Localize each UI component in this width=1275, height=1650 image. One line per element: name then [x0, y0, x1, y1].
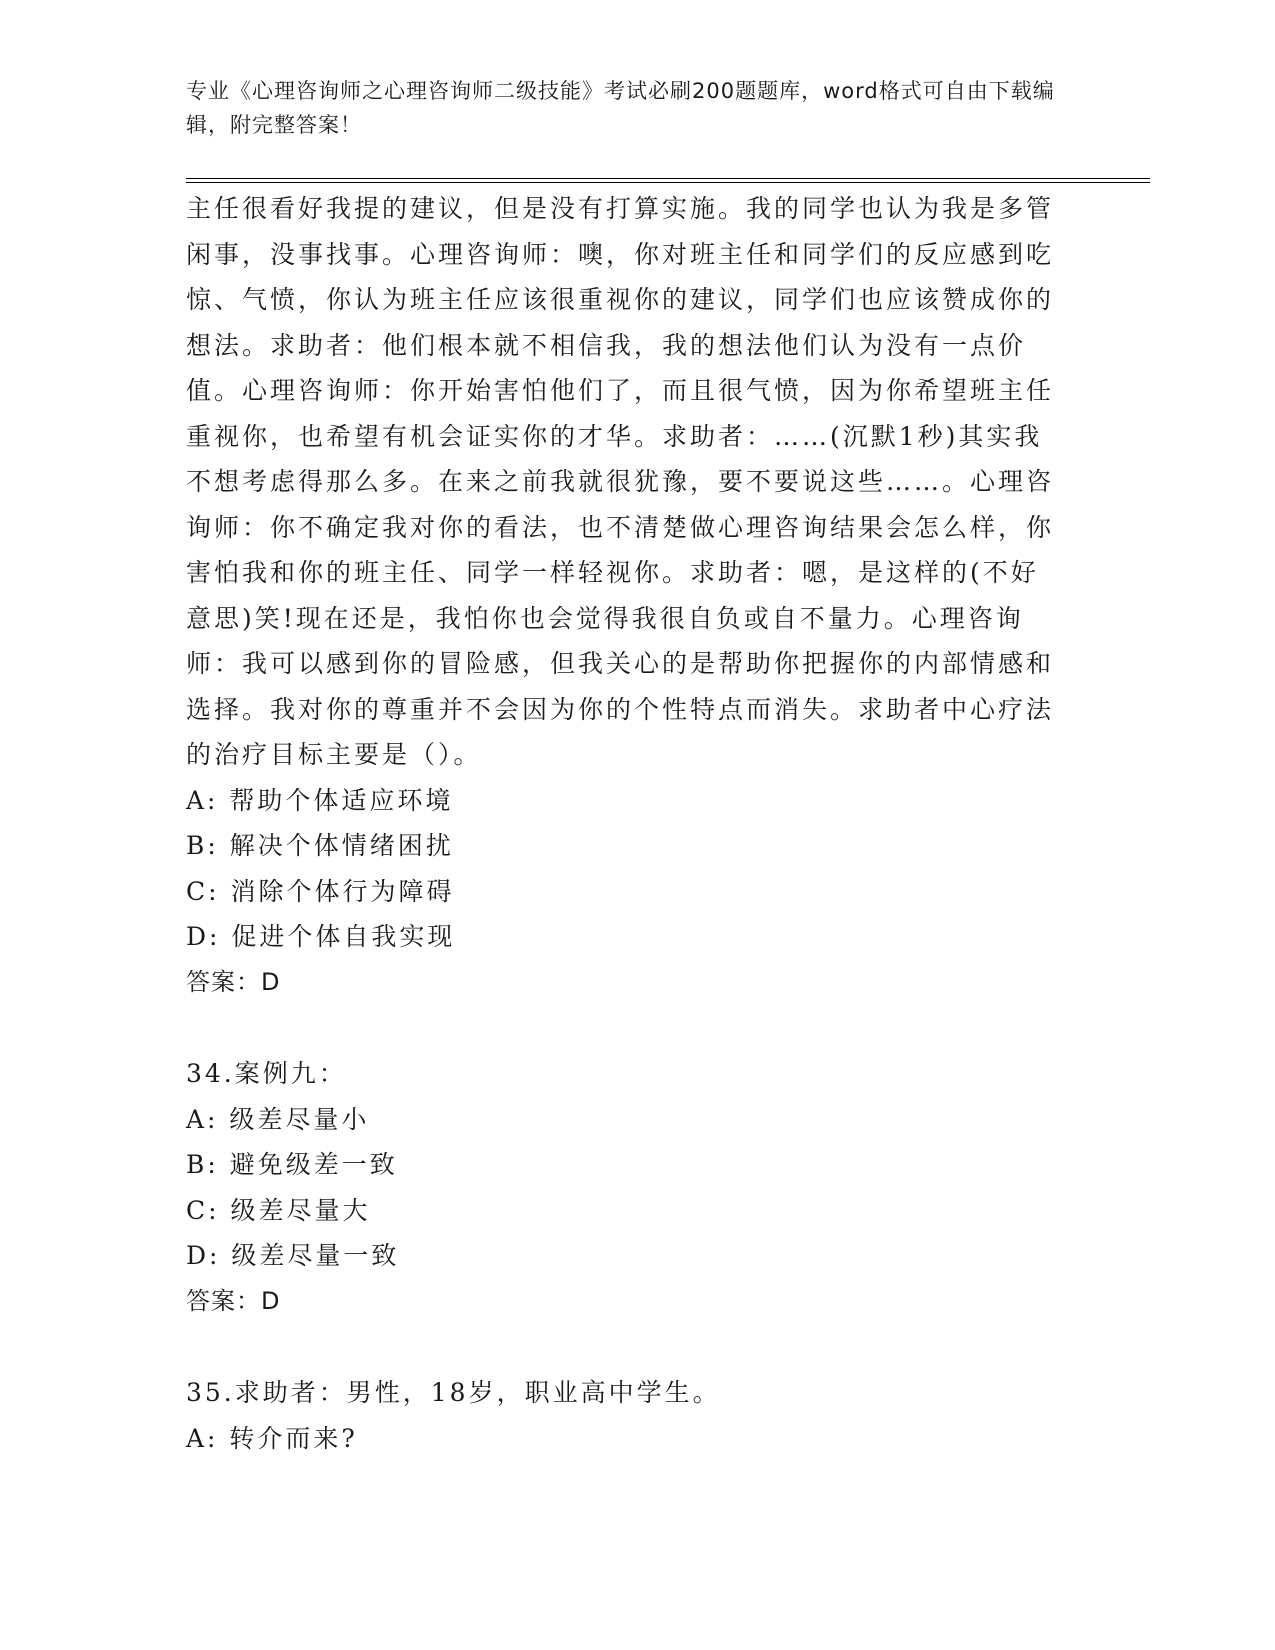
- spacer: [186, 1005, 1066, 1051]
- question-text: 35.求助者：男性，18岁，职业高中学生。: [186, 1378, 721, 1407]
- document-body: [186, 186, 1066, 1461]
- option-d: D: 级差尽量一致: [186, 1241, 400, 1270]
- option-a: A: 帮助个体适应环境: [186, 785, 454, 815]
- option-a: A: 转介而来?: [186, 1423, 358, 1453]
- question-35: [186, 1370, 1066, 1461]
- answer: 答案：D: [186, 967, 281, 996]
- spacer: [186, 1324, 1066, 1370]
- document-header: [186, 74, 1066, 142]
- option-a: A: 级差尽量小: [186, 1104, 370, 1134]
- question-text: 主任很看好我提的建议，但是没有打算实施。我的同学也认为我是多管闲事，没事找事。心理咨询师：噢，你对班主任和同学们的反应感到吃惊、气愤，你认为班主任应该很重视你的建议，同学们也应该赞成你的想法。求助者：他们根本就不相信我，我的想法他们认为没有一点价值。心理咨询师：你开始害怕他们了，而且很气愤，因为你希望班主任重视你，也希望有机会证实你的才华。求助者：……(沉默1秒)其实我不想考虑得那么多。在来之前我就很犹豫，要不要说这些……。心理咨询师：你不确定我对你的看法，也不清楚做心理咨询结果会怎么样，你害怕我和你的班主任、同学一样轻视你。求助者：嗯，是这样的(不好意思)笑!现在还是，我怕你也会觉得我很自负或自不量力。心理咨询师：我可以感到你的冒险感，但我关心的是帮助你把握你的内部情感和选择。我对你的尊重并不会因为你的个性特点而消失。求助者中心疗法的治疗目标主要是（）。: [186, 194, 1055, 769]
- header-title: 专业《心理咨询师之心理咨询师二级技能》考试必刷200题题库，word格式可自由下载编辑，附完整答案！: [186, 79, 1055, 137]
- option-b: B: 避免级差一致: [186, 1150, 398, 1179]
- option-c: C: 级差尽量大: [186, 1195, 371, 1225]
- answer: 答案：D: [186, 1286, 281, 1315]
- header-rule-top: [186, 178, 1150, 179]
- question-33: [186, 186, 1066, 1005]
- option-b: B: 解决个体情绪困扰: [186, 831, 454, 860]
- option-c: C: 消除个体行为障碍: [186, 876, 455, 906]
- question-34: [186, 1051, 1066, 1324]
- option-d: D: 促进个体自我实现: [186, 922, 456, 951]
- question-text: 34.案例九：: [186, 1059, 347, 1088]
- header-rule-bottom: [186, 182, 1150, 183]
